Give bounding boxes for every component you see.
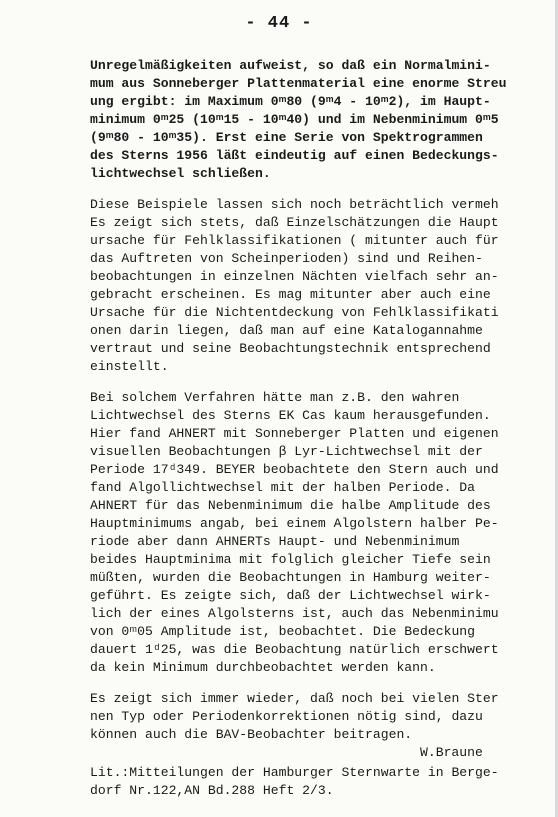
text-line: Diese Beispiele lassen sich noch beträchtlich vermeh: [90, 197, 499, 212]
text-line: des Sterns 1956 läßt eindeutig auf einen Bedeckungs-: [90, 148, 499, 163]
text-line: vertraut und seine Beobachtungstechnik entsprechend: [90, 341, 491, 356]
literature-reference: dorf Nr.122,AN Bd.288 Heft 2/3.: [90, 783, 334, 798]
text-line: lich der eines Algolsterns ist, auch das Nebenminimu: [90, 606, 499, 621]
text-line: mum aus Sonneberger Plattenmaterial eine enorme Streu: [90, 76, 507, 91]
page-number: - 44 -: [245, 14, 313, 33]
text-line: Es zeigt sich immer wieder, daß noch bei vielen Ster: [90, 691, 499, 706]
literature-reference: Lit.:Mitteilungen der Hamburger Sternwarte in Berge-: [90, 765, 499, 780]
author-signature: W.Braune: [420, 745, 483, 760]
text-line: Bei solchem Verfahren hätte man z.B. den wahren: [90, 390, 460, 405]
text-line: visuellen Beobachtungen β Lyr-Lichtwechsel mit der: [90, 444, 483, 459]
text-line: onen darin liegen, daß man auf eine Katalogannahme: [90, 323, 483, 338]
text-line: beobachtungen in einzelnen Nächten vielfach sehr an-: [90, 269, 499, 284]
text-line: Lichtwechsel des Sterns EK Cas kaum herausgefunden.: [90, 408, 491, 423]
text-line: einstellt.: [90, 359, 169, 374]
text-line: Es zeigt sich stets, daß Einzelschätzungen die Haupt: [90, 215, 499, 230]
text-line: müßten, wurden die Beobachtungen in Hamburg weiter-: [90, 570, 491, 585]
text-line: Ursache für die Nichtentdeckung von Fehlklassifikati: [90, 305, 499, 320]
text-line: fand Algollichtwechsel mit der halben Periode. Da: [90, 480, 476, 495]
text-line: das Auftreten von Scheinperioden) sind und Reihen-: [90, 251, 483, 266]
text-line: Hier fand AHNERT mit Sonneberger Platten und eigenen: [90, 426, 499, 441]
text-line: von 0ᵐ05 Amplitude ist, beobachtet. Die Bedeckung: [90, 624, 476, 639]
text-line: Hauptminimums angab, bei einem Algolstern halber Pe-: [90, 516, 499, 531]
text-line: (9ᵐ80 - 10ᵐ35). Erst eine Serie von Spektrogrammen: [90, 130, 483, 145]
text-line: Periode 17ᵈ349. BEYER beobachtete den Stern auch und: [90, 462, 499, 477]
text-line: geführt. Es zeigte sich, daß der Lichtwechsel wirk-: [90, 588, 491, 603]
text-line: riode aber dann AHNERTs Haupt- und Nebenminimum: [90, 534, 460, 549]
text-line: lichtwechsel schließen.: [90, 166, 271, 181]
text-line: minimum 0ᵐ25 (10ᵐ15 - 10ᵐ40) und im Nebenminimum 0ᵐ5: [90, 112, 499, 127]
text-line: beides Hauptminima mit folglich gleicher Tiefe sein: [90, 552, 491, 567]
text-line: gebracht erscheinen. Es mag mitunter aber auch eine: [90, 287, 491, 302]
text-line: da kein Minimum durchbeobachtet werden kann.: [90, 660, 436, 675]
text-line: ursache für Fehlklassifikationen ( mitunter auch für: [90, 233, 499, 248]
text-line: können auch die BAV-Beobachter beitragen.: [90, 727, 413, 742]
text-line: Unregelmäßigkeiten aufweist, so daß ein Normalmini-: [90, 58, 491, 73]
text-line: nen Typ oder Periodenkorrektionen nötig sind, dazu: [90, 709, 483, 724]
text-line: dauert 1ᵈ25, was die Beobachtung natürlich erschwert: [90, 642, 499, 657]
text-line: ung ergibt: im Maximum 0ᵐ80 (9ᵐ4 - 10ᵐ2), im Haupt-: [90, 94, 491, 109]
text-line: AHNERT für das Nebenminimum die halbe Amplitude des: [90, 498, 491, 513]
